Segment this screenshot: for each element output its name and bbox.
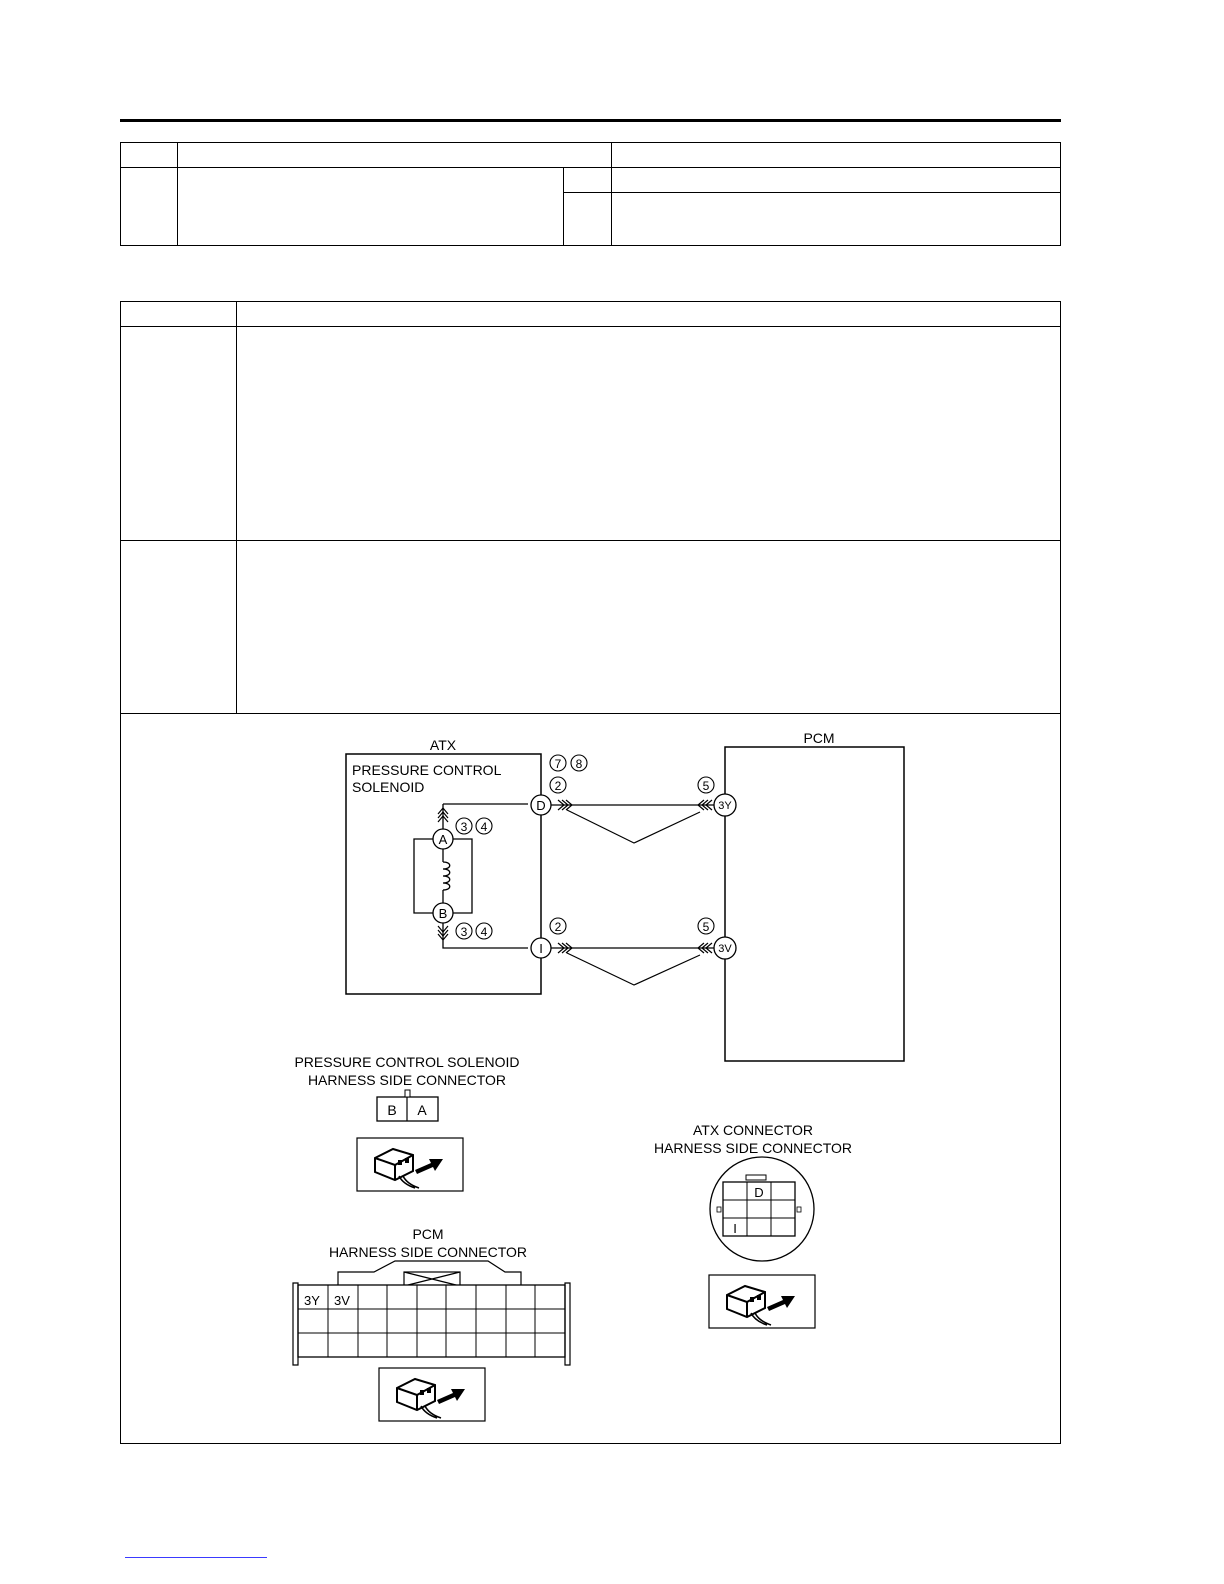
solenoid-pin-a: A [417, 1102, 427, 1118]
twisted-pair-indicator-top [567, 810, 700, 843]
connector-view-icon [709, 1275, 815, 1328]
connector-view-icon [379, 1368, 485, 1421]
atx-pin-i: I [733, 1221, 737, 1236]
terminal-b-label: B [438, 906, 448, 921]
solenoid-connector-latch [405, 1090, 410, 1097]
solenoid-connector-title-line2: HARNESS SIDE CONNECTOR [307, 1072, 507, 1088]
atx-pin-d: D [754, 1185, 764, 1200]
step-5-label-lower: 5 [702, 920, 710, 934]
step-8-label: 8 [575, 757, 583, 771]
step-4-label-lower: 4 [480, 925, 488, 939]
pcm-label: PCM [803, 730, 835, 746]
step-2-label-lower: 2 [554, 920, 562, 934]
step-5-label: 5 [702, 779, 710, 793]
pcm-box [725, 747, 904, 1061]
step-3-label: 3 [460, 820, 468, 834]
footer-link-underline[interactable] [125, 1557, 267, 1558]
solenoid-label-line1: PRESSURE CONTROL [352, 762, 502, 778]
step-2-label: 2 [554, 779, 562, 793]
atx-label: ATX [429, 737, 457, 753]
pcm-connector-title-line2: HARNESS SIDE CONNECTOR [328, 1244, 528, 1260]
coil-icon [443, 862, 450, 890]
atx-connector-title-line1: ATX CONNECTOR [692, 1122, 814, 1138]
pcm-pin-3v: 3V [334, 1293, 350, 1308]
atx-connector-latch [746, 1175, 766, 1180]
step-4-label: 4 [480, 820, 488, 834]
connector-view-icon [357, 1138, 463, 1191]
step-3-label-lower: 3 [460, 925, 468, 939]
solenoid-label-line2: SOLENOID [352, 779, 425, 795]
pcm-connector-title-line1: PCM [412, 1226, 444, 1242]
atx-connector-title-line2: HARNESS SIDE CONNECTOR [653, 1140, 853, 1156]
terminal-3v-label: 3V [718, 943, 732, 955]
pcm-pin-3y: 3Y [304, 1293, 320, 1308]
terminal-a-label: A [438, 832, 448, 847]
twisted-pair-indicator-bottom [567, 953, 700, 985]
terminal-3y-label: 3Y [718, 800, 732, 812]
solenoid-connector-title-line1: PRESSURE CONTROL SOLENOID [294, 1054, 520, 1070]
solenoid-pin-b: B [387, 1102, 397, 1118]
terminal-d-label: D [536, 798, 546, 813]
step-7-label: 7 [554, 757, 562, 771]
terminal-i-label: I [539, 941, 543, 956]
